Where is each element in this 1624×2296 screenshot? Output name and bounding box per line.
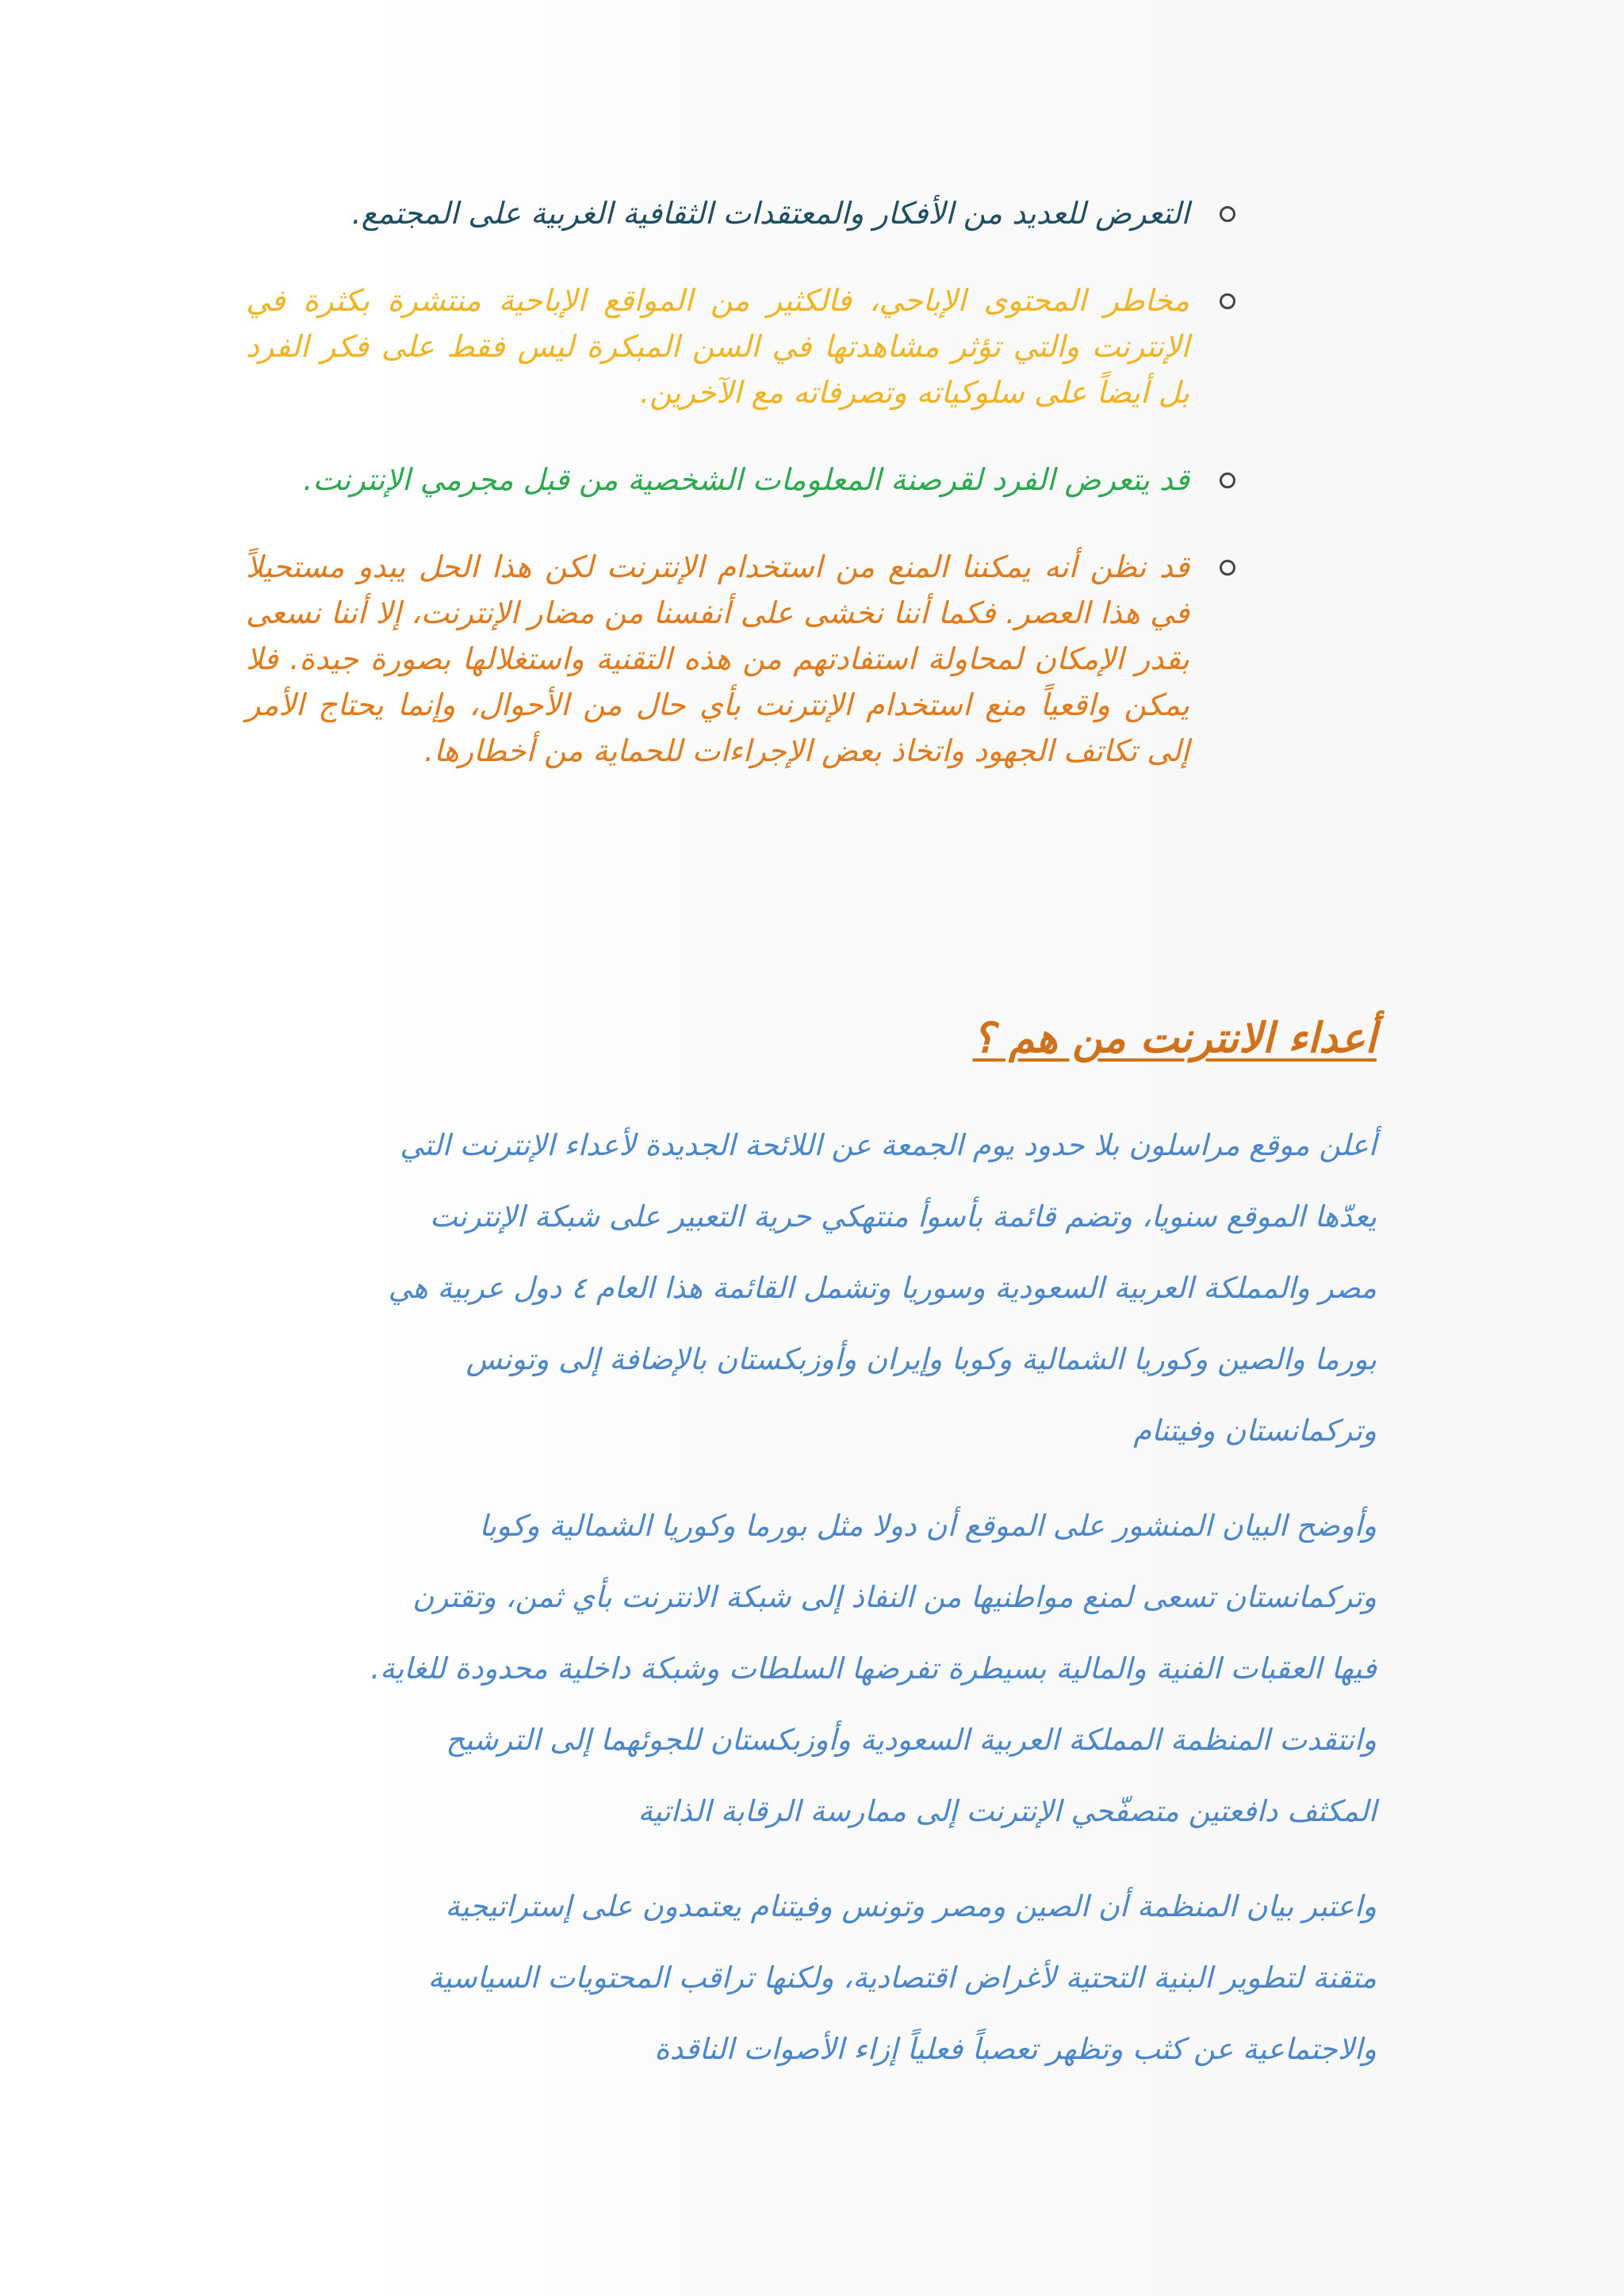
bullet-item <box>246 190 1189 236</box>
bullet-text: التعرض للعديد من الأفكار والمعتقدات الثقافية الغربية على المجتمع. <box>351 196 1189 231</box>
paragraph-3 <box>428 1871 1377 2085</box>
paragraph-line: أعلن موقع مراسلون بلا حدود يوم الجمعة عن اللائحة الجديدة لأعداء الإنترنت التي <box>400 1128 1377 1162</box>
paragraph-2 <box>370 1490 1377 1847</box>
paragraph-line: وتركمانستان وفيتنام <box>1133 1414 1377 1448</box>
bullet-text: قد يتعرض الفرد لقرصنة المعلومات الشخصية من قبل مجرمي الإنترنت. <box>303 462 1189 497</box>
bullet-list <box>246 190 1237 815</box>
paragraph-1 <box>388 1110 1377 1467</box>
paragraph-line: والاجتماعية عن كثب وتظهر تعصباً فعلياً إزاء الأصوات الناقدة <box>654 2032 1377 2066</box>
section-heading: أعداء الانترنت من هم ؟ <box>972 1015 1377 1062</box>
hollow-circle-bullet-icon <box>1220 293 1235 309</box>
bullet-item <box>246 457 1189 503</box>
bullet-item <box>246 277 1189 415</box>
paragraph-line: متقنة لتطوير البنية التحتية لأغراض اقتصادية، ولكنها تراقب المحتويات السياسية <box>427 1961 1377 1995</box>
paragraph-line: وأوضح البيان المنشور على الموقع أن دولا مثل بورما وكوريا الشمالية وكوبا <box>479 1509 1377 1543</box>
bullet-text: قد نظن أنه يمكننا المنع من استخدام الإنترنت لكن هذا الحل يبدو مستحيلاً في هذا العصر. فكما أننا نخشى على أنفسنا من مضار الإنترنت، إلا أننا نسعى بقدر الإمكان لمحاولة استفادتهم من هذه التقنية واستغلالها بصورة جيدة. فلا يمكن واقعياً منع استخدام الإنترنت بأي حال من الأحوال، وإنما يحتاج الأمر إلى تكاتف الجهود واتخاذ بعض الإجراءات للحماية من أخطارها. <box>246 549 1189 768</box>
bullet-text: مخاطر المحتوى الإباحي، فالكثير من المواقع الإباحية منتشرة بكثرة في الإنترنت والتي تؤثر مشاهدتها في السن المبكرة ليس فقط على فكر الفرد بل أيضاً على سلوكياته وتصرفاته مع الآخرين. <box>246 283 1189 410</box>
paragraph-line: المكثف دافعتين متصفّحي الإنترنت إلى ممارسة الرقابة الذاتية <box>638 1794 1377 1828</box>
bullet-item <box>246 544 1189 774</box>
paragraph-line: وتركمانستان تسعى لمنع مواطنيها من النفاذ إلى شبكة الانترنت بأي ثمن، وتقترن <box>412 1580 1377 1614</box>
paragraph-line: فيها العقبات الفنية والمالية بسيطرة تفرضها السلطات وشبكة داخلية محدودة للغاية. <box>370 1651 1377 1686</box>
hollow-circle-bullet-icon <box>1220 206 1235 222</box>
hollow-circle-bullet-icon <box>1220 473 1235 488</box>
paragraph-line: واعتبر بيان المنظمة أن الصين ومصر وتونس وفيتنام يعتمدون على إستراتيجية <box>445 1889 1377 1923</box>
paragraph-line: وانتقدت المنظمة المملكة العربية السعودية وأوزبكستان للجوئهما إلى الترشيح <box>446 1723 1377 1757</box>
hollow-circle-bullet-icon <box>1220 560 1235 576</box>
paragraph-line: مصر والمملكة العربية السعودية وسوريا وتشمل القائمة هذا العام ٤ دول عربية هي <box>388 1271 1377 1305</box>
paragraph-line: بورما والصين وكوريا الشمالية وكوبا وإيران وأوزبكستان بالإضافة إلى وتونس <box>465 1342 1377 1376</box>
paragraph-line: يعدّها الموقع سنويا، وتضم قائمة بأسوأ منتهكي حرية التعبير على شبكة الإنترنت <box>430 1200 1377 1234</box>
